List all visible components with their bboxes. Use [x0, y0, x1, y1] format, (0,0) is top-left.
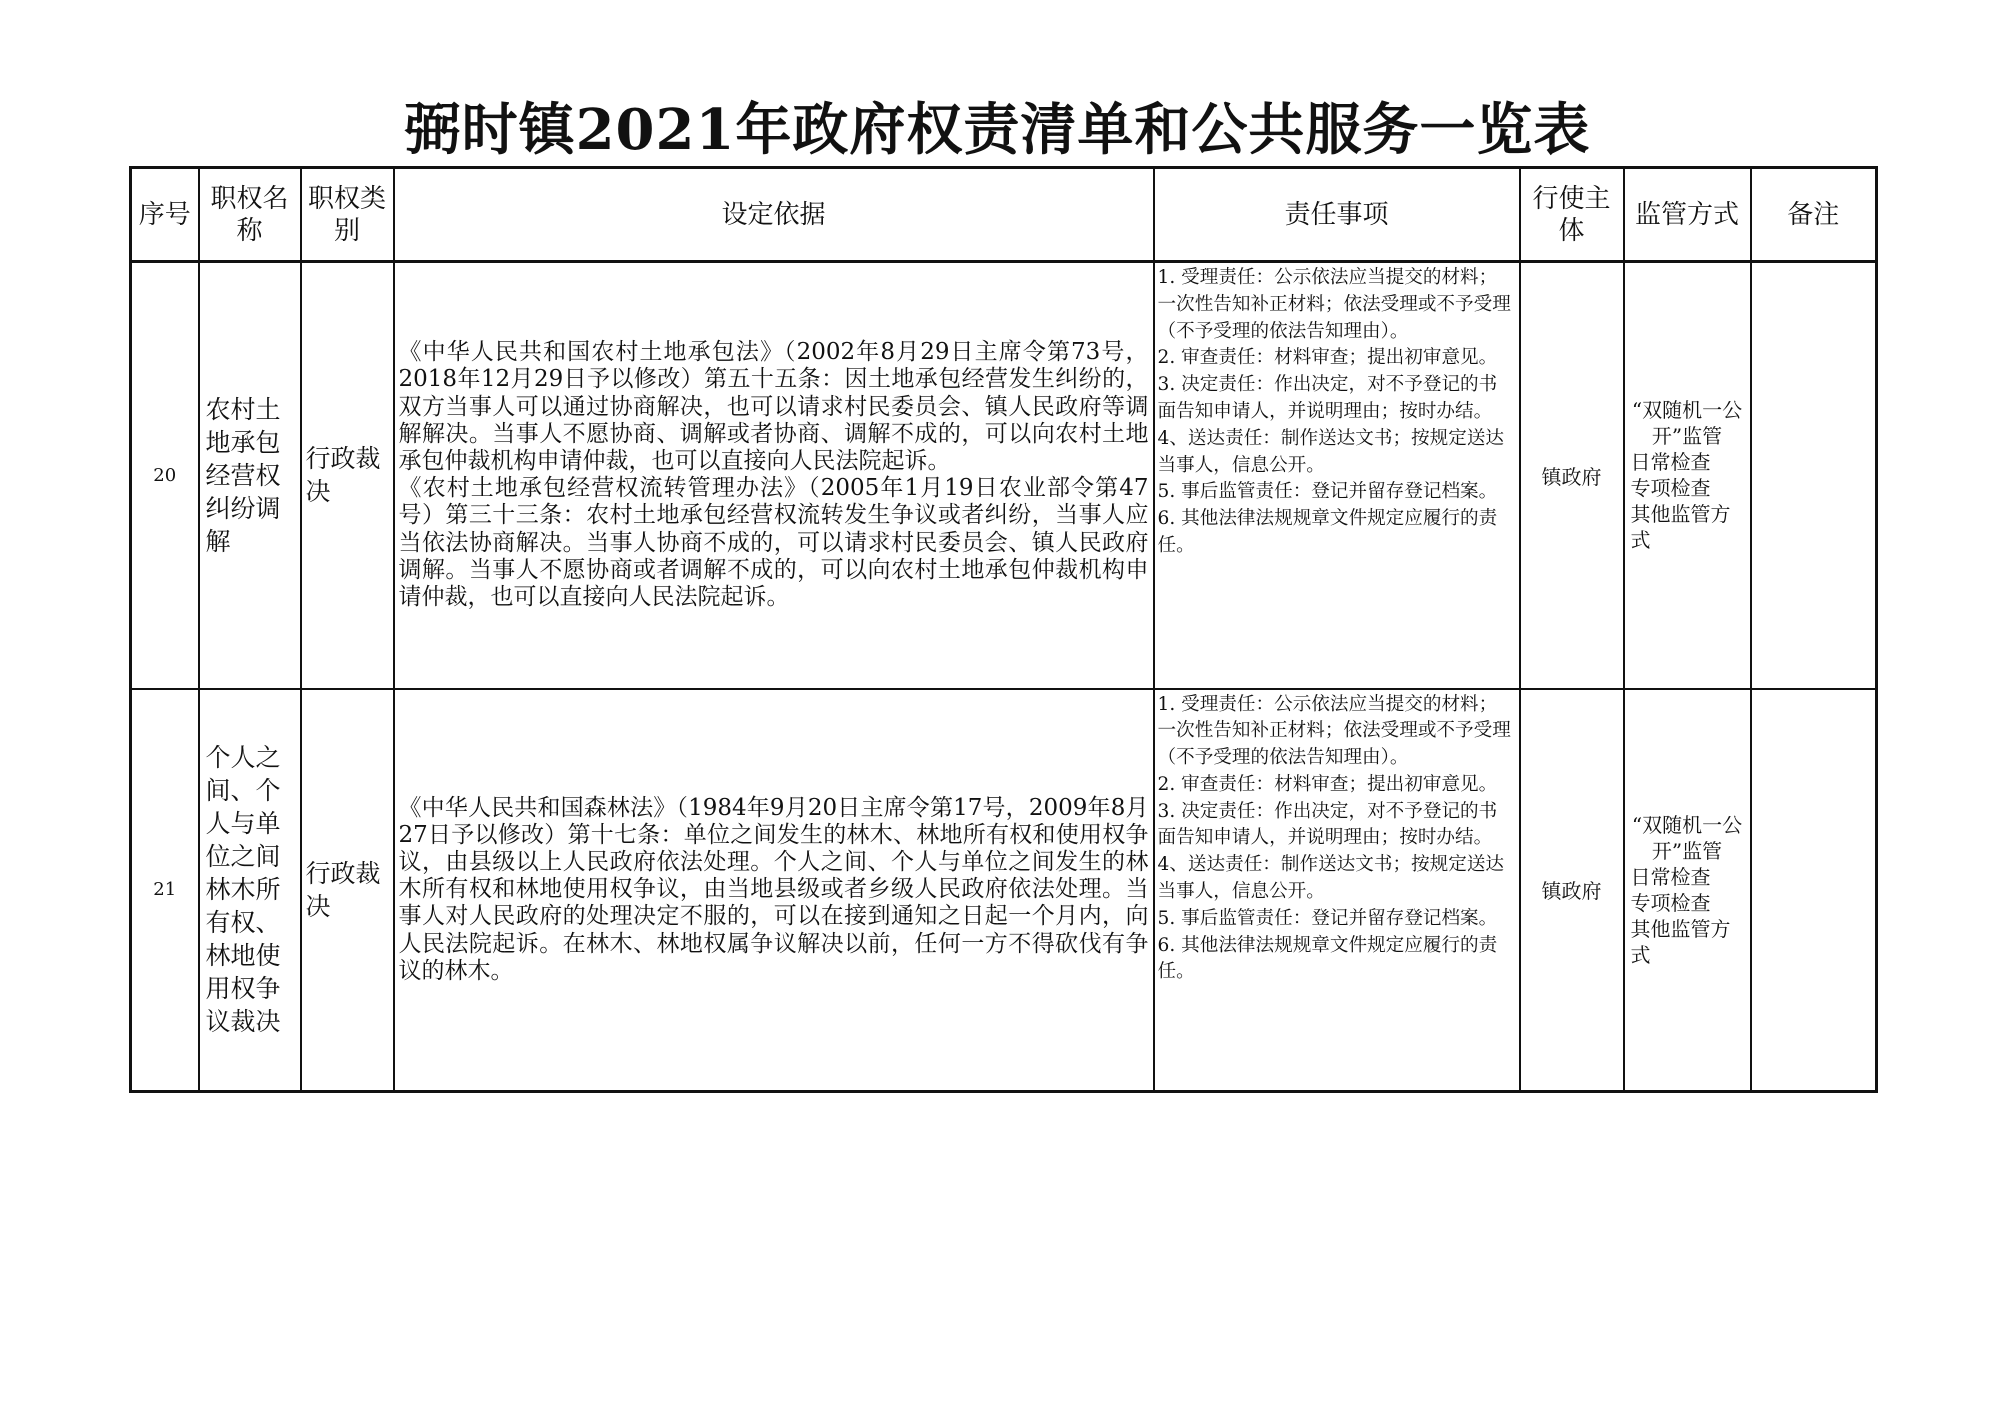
table-header-row	[131, 168, 1877, 262]
supervision-methods	[1624, 262, 1751, 689]
duty-items	[1154, 689, 1520, 1092]
supervision-methods	[1624, 689, 1751, 1092]
duty-item: 6. 其他法律法规规章文件规定应履行的责任。	[1157, 934, 1498, 983]
duty-item: 6. 其他法律法规规章文件规定应履行的责任。	[1157, 508, 1498, 556]
header-no: 序号	[131, 168, 199, 262]
supervision-item: “双随机一公开”监管	[1631, 812, 1743, 863]
legal-basis	[394, 262, 1154, 689]
header-duty: 责任事项	[1154, 168, 1520, 262]
header-basis: 设定依据	[394, 168, 1154, 262]
duty-item: 1. 受理责任：公示依法应当提交的材料；一次性告知补正材料；依法受理或不予受理（不予受理的依法告知理由）。	[1157, 693, 1511, 769]
authority-name: 农村土地承包经营权纠纷调解	[199, 262, 301, 689]
header-remark: 备注	[1751, 168, 1877, 262]
remark-cell	[1751, 262, 1877, 689]
supervision-item: 日常检查	[1630, 450, 1711, 475]
header-name: 职权名称	[199, 168, 301, 262]
supervision-item: 日常检查	[1630, 864, 1711, 889]
duty-item: 4、送达责任：制作送达文书；按规定送达当事人，信息公开。	[1157, 427, 1505, 476]
page-title: 弼时镇2021年政府权责清单和公共服务一览表	[404, 97, 1591, 163]
duty-items	[1154, 262, 1520, 689]
supervision-item: “双随机一公开”监管	[1631, 398, 1743, 449]
duty-item: 4、送达责任：制作送达文书；按规定送达当事人，信息公开。	[1157, 854, 1505, 903]
table-row	[131, 262, 1877, 689]
supervision-item: 专项检查	[1630, 476, 1711, 501]
executing-body: 镇政府	[1520, 262, 1624, 689]
basis-paragraph: 《中华人民共和国农村土地承包法》（2002年8月29日主席令第73号，2018年12月29日予以修改）第五十五条：因土地承包经营发生纠纷的，双方当事人可以通过协商解决，也可以请求村民委员会、镇人民政府等调解解决。当事人不愿协商、调解或者协商、调解不成的，可以向农村土地承包仲裁机构申请仲裁，也可以直接向人民法院起诉。	[398, 339, 1149, 475]
supervision-item: 专项检查	[1630, 890, 1711, 915]
authority-table	[129, 166, 1878, 1093]
authority-type: 行政裁决	[301, 689, 394, 1092]
table-row	[131, 689, 1877, 1092]
row-number: 21	[131, 689, 199, 1092]
header-type: 职权类别	[301, 168, 394, 262]
authority-type: 行政裁决	[301, 262, 394, 689]
duty-item: 1. 受理责任：公示依法应当提交的材料；一次性告知补正材料；依法受理或不予受理（不予受理的依法告知理由）。	[1157, 267, 1511, 342]
remark-cell	[1751, 689, 1877, 1092]
supervision-item: 其他监管方式	[1630, 502, 1731, 553]
supervision-item: 其他监管方式	[1630, 916, 1731, 967]
duty-item: 3. 决定责任：作出决定，对不予登记的书面告知申请人，并说明理由；按时办结。	[1157, 800, 1498, 849]
basis-paragraph: 《中华人民共和国森林法》（1984年9月20日主席令第17号，2009年8月27日予以修改）第十七条：单位之间发生的林木、林地所有权和使用权争议，由县级以上人民政府依法处理。个人之间、个人与单位之间发生的林木所有权和林地使用权争议，由当地县级或者乡级人民政府依法处理。当事人对人民政府的处理决定不服的，可以在接到通知之日起一个月内，向人民法院起诉。在林木、林地权属争议解决以前，任何一方不得砍伐有争议的林木。	[398, 794, 1149, 984]
duty-item: 2. 审查责任：材料审查；提出初审意见。	[1157, 347, 1498, 369]
duty-item: 2. 审查责任：材料审查；提出初审意见。	[1157, 773, 1498, 795]
basis-paragraph: 《农村土地承包经营权流转管理办法》（2005年1月19日农业部令第47号）第三十三条：农村土地承包经营权流转发生争议或者纠纷，当事人应当依法协商解决。当事人协商不成的，可以请求村民委员会、镇人民政府调解。当事人不愿协商或者调解不成的，可以向农村土地承包仲裁机构申请仲裁，也可以直接向人民法院起诉。	[398, 475, 1149, 611]
duty-item: 5. 事后监管责任：登记并留存登记档案。	[1157, 481, 1498, 503]
header-body: 行使主体	[1520, 168, 1624, 262]
duty-item: 5. 事后监管责任：登记并留存登记档案。	[1157, 907, 1498, 929]
executing-body: 镇政府	[1520, 689, 1624, 1092]
authority-name: 个人之间、个人与单位之间林木所有权、林地使用权争议裁决	[199, 689, 301, 1092]
legal-basis	[394, 689, 1154, 1092]
row-number: 20	[131, 262, 199, 689]
duty-item: 3. 决定责任：作出决定，对不予登记的书面告知申请人，并说明理由；按时办结。	[1157, 374, 1498, 422]
header-supervision: 监管方式	[1624, 168, 1751, 262]
